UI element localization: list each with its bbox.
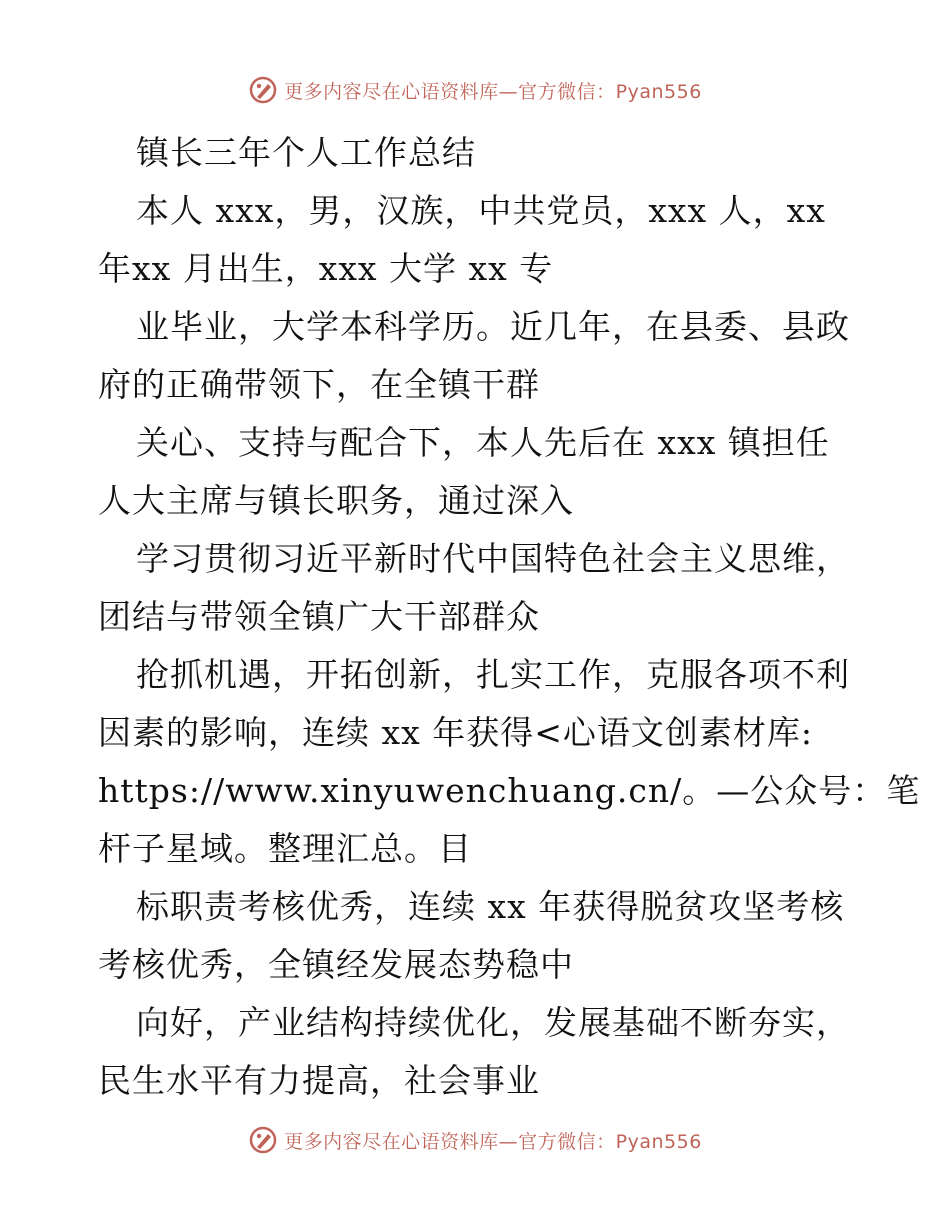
- text-line: 人大主席与镇长职务，通过深入: [98, 481, 574, 520]
- text-line: 团结与带领全镇广大干部群众: [98, 597, 540, 636]
- document-title: 镇长三年个人工作总结: [136, 133, 476, 172]
- text-line: 杆子星域。整理汇总。目: [98, 829, 472, 868]
- footer-watermark: [0, 1122, 950, 1158]
- header-watermark: [0, 72, 950, 108]
- text-line: 学习贯彻习近平新时代中国特色社会主义思维，: [136, 539, 850, 578]
- pen-logo-icon: [248, 1125, 278, 1155]
- text-line: 向好，产业结构持续优化，发展基础不断夯实，: [136, 1003, 850, 1042]
- text-line: 民生水平有力提高，社会事业: [98, 1061, 540, 1100]
- text-line: 本人 xxx，男，汉族，中共党员，xxx 人，xx: [136, 191, 826, 230]
- text-line: 关心、支持与配合下，本人先后在 xxx 镇担任: [136, 423, 830, 462]
- pen-logo-icon: [248, 75, 278, 105]
- text-line: 年xx 月出生，xxx 大学 xx 专: [98, 249, 554, 288]
- text-line: 业毕业，大学本科学历。近几年，在县委、县政: [136, 307, 850, 346]
- footer-watermark-text: 更多内容尽在心语资料库—官方微信：Pyan556: [284, 1130, 702, 1153]
- text-line: 抢抓机遇，开拓创新，扎实工作，克服各项不利: [136, 655, 850, 694]
- text-line: 考核优秀，全镇经发展态势稳中: [98, 945, 574, 984]
- text-line: https://www.xinyuwenchuang.cn/。—公众号：笔: [98, 771, 921, 810]
- text-line: 标职责考核优秀，连续 xx 年获得脱贫攻坚考核: [136, 887, 845, 926]
- document-body: [98, 124, 921, 1110]
- header-watermark-text: 更多内容尽在心语资料库—官方微信：Pyan556: [284, 80, 702, 103]
- text-line: 府的正确带领下，在全镇干群: [98, 365, 540, 404]
- text-line: 因素的影响，连续 xx 年获得<心语文创素材库:: [98, 713, 813, 752]
